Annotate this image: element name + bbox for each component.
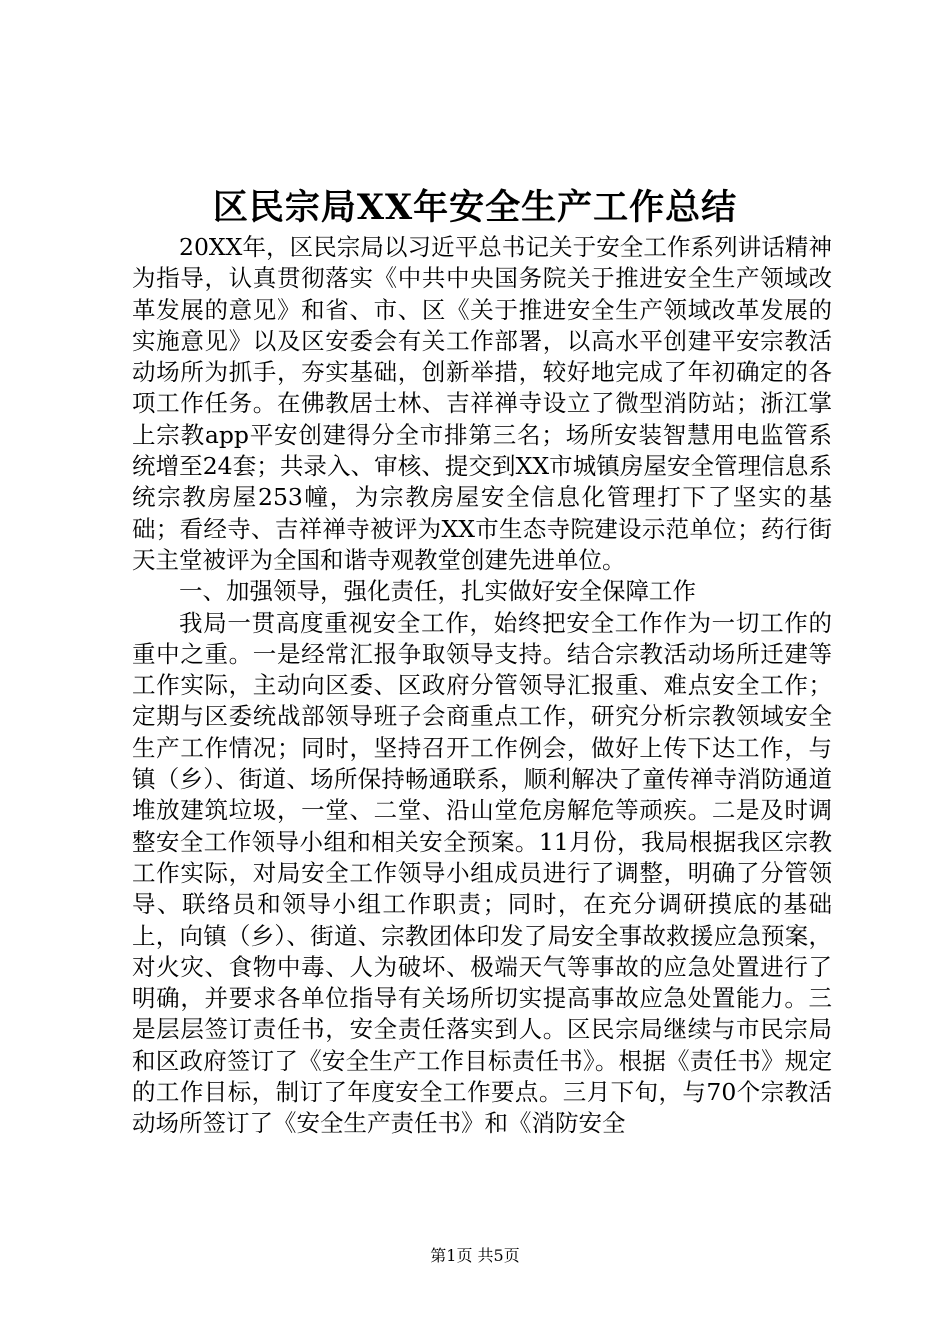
document-title: 区民宗局XX年安全生产工作总结 [212,187,738,228]
section-heading-1: 一、加强领导，强化责任，扎实做好安全保障工作 [179,577,696,606]
document-body [132,232,832,1140]
page-number-footer: 第1页 共5页 [430,1246,520,1265]
paragraph-intro: 20XX年，区民宗局以习近平总书记关于安全工作系列讲话精神为指导，认真贯彻落实《中共中央国务院关于推进安全生产领域改革发展的意见》和省、市、区《关于推进安全生产领域改革发展的实施意见》以及区安委会有关工作部署，以高水平创建平安宗教活动场所为抓手，夯实基础，创新举措，较好地完成了年初确定的各项工作任务。在佛教居士林、吉祥禅寺设立了微型消防站；浙江掌上宗教app平安创建得分全市排第三名；场所安装智慧用电监管系统增至24套；共录入、审核、提交到XX市城镇房屋安全管理信息系统宗教房屋253幢，为宗教房屋安全信息化管理打下了坚实的基础；看经寺、吉祥禅寺被评为XX市生态寺院建设示范单位；药行街天主堂被评为全国和谐寺观教堂创建先进单位。 [132,233,832,574]
paragraph-section-1: 我局一贯高度重视安全工作，始终把安全工作作为一切工作的重中之重。一是经常汇报争取领导支持。结合宗教活动场所迁建等工作实际，主动向区委、区政府分管领导汇报重、难点安全工作；定期与区委统战部领导班子会商重点工作，研究分析宗教领域安全生产工作情况；同时，坚持召开工作例会，做好上传下达工作，与镇（乡）、街道、场所保持畅通联系，顺利解决了童传禅寺消防通道堆放建筑垃圾，一堂、二堂、沿山堂危房解危等顽疾。二是及时调整安全工作领导小组和相关安全预案。11月份，我局根据我区宗教工作实际，对局安全工作领导小组成员进行了调整，明确了分管领导、联络员和领导小组工作职责；同时，在充分调研摸底的基础上，向镇（乡）、街道、宗教团体印发了局安全事故救援应急预案，对火灾、食物中毒、人为破坏、极端天气等事故的应急处置进行了明确，并要求各单位指导有关场所切实提高事故应急处置能力。三是层层签订责任书，安全责任落实到人。区民宗局继续与市民宗局和区政府签订了《安全生产工作目标责任书》。根据《责任书》规定的工作目标，制订了年度安全工作要点。三月下旬，与70个宗教活动场所签订了《安全生产责任书》和《消防安全 [132,608,832,1138]
